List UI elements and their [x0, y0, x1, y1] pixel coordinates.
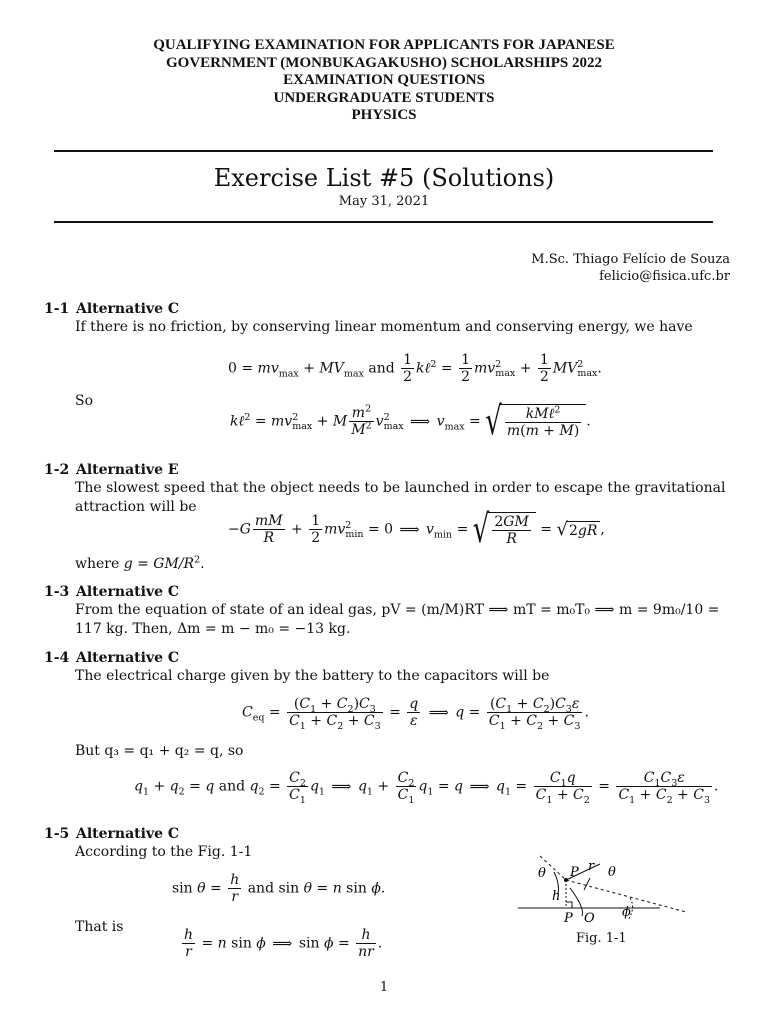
header-line-4: UNDERGRADUATE STUDENTS [273, 89, 495, 106]
section-number: 1-3 [44, 584, 70, 600]
section-heading [44, 461, 179, 479]
figure-caption: Fig. 1-1 [576, 931, 627, 946]
page-number: 1 [379, 980, 389, 995]
section-title: Alternative E [76, 462, 179, 478]
section-number: 1-2 [44, 462, 70, 478]
equation-sin-phi: $\frac{h}{r}$ = n sin ϕ ⟹ sin ϕ = $\frac{h}{nr}$ . [184, 927, 383, 960]
section-heading [44, 583, 179, 601]
author-email: felicio@fisica.ufc.br [599, 269, 730, 284]
section-heading [44, 649, 179, 667]
title-rule-top [54, 150, 713, 152]
that-is-text: That is [75, 919, 124, 935]
section-title: Alternative C [76, 301, 180, 317]
figure-arrow-line [584, 878, 590, 890]
header-line-3: EXAMINATION QUESTIONS [283, 72, 485, 88]
figure-right-angle-marker [566, 902, 572, 908]
figure-point-p [564, 878, 568, 882]
section-title: Alternative C [76, 650, 180, 666]
figure-label-theta-left: θ [538, 866, 546, 881]
equation-momentum-energy: $0 = mv_{max} + MV_{max}$ and $\frac{1}{2}$ kℓ$^2$ = $\frac{1}{2}$ $mv^2_{max}$ + $\frac{1}{2}$ $MV^2_{max}$. [228, 352, 602, 385]
where-prefix: where [75, 556, 124, 572]
equation-snell: sin θ = $\frac{h}{r}$ and sin θ = n sin ϕ. [172, 872, 386, 905]
section-number: 1-4 [44, 650, 70, 666]
figure-label-theta-right: θ [608, 865, 616, 880]
figure-label-o: O [584, 911, 595, 926]
header-line-2: GOVERNMENT (MONBUKAGAKUSHO) SCHOLARSHIPS 2022 [165, 54, 602, 71]
so-text: So [75, 393, 94, 409]
equation-equivalent-capacitance: $C_{eq}$ = $\frac{(C_1 + C_2)C_3}{C_1 + C_2 + C_3}$ = $\frac{q}{\varepsilon}$ ⟹ q = $\frac{(C_1 + C_2)C_3\varepsilon}{C_1 + C_2 + C_3}$ . [242, 696, 589, 732]
exam-header [0, 37, 768, 125]
section-number: 1-1 [44, 301, 70, 317]
section-text-line-2: 117 kg. Then, Δm = m − m₀ = −13 kg. [75, 621, 351, 637]
figure-refraction-diagram [510, 850, 700, 930]
figure-label-phi: ϕ [622, 905, 631, 920]
section-heading [44, 300, 179, 318]
section-text: If there is no friction, by conserving linear momentum and conserving energy, we have [75, 319, 693, 335]
equation-charges: $q_1 + q_2 = q$ and $q_2$ = $\frac{C_2}{C_1}$ $q_1$ ⟹ $q_1$ + $\frac{C_2}{C_1}$ $q_1 = q$ ⟹ $q_1$ = $\frac{C_1q}{C_1 + C_2}$ = $\frac{C_1C_3\varepsilon}{C_1 + C_2 + C_3}$ . [134, 770, 719, 806]
title-rule-bottom [54, 221, 713, 223]
where-expression: g = GM/R [123, 556, 195, 572]
section-text: The slowest speed that the object needs to be launched in order to escape the gravitational attraction will be [75, 480, 726, 515]
equation-vmax: kℓ$^2$ = $mv^2_{max} + M$ $\frac{m^2}{M^2}$ $v^2_{max}$ ⟹ $v_{max}$ = √ $\frac{kM\ell^2}{m(m + M)}$ . [230, 399, 591, 444]
section-text: According to the Fig. 1-1 [75, 844, 253, 860]
equation-escape-speed: −G $\frac{mM}{R}$ + $\frac{1}{2}$ $mv^2_{min} = 0$ ⟹ $v_{min}$ = √ $\frac{2GM}{R}$ = √2gR , [228, 507, 605, 552]
section-title: Alternative C [76, 584, 180, 600]
where-text: where $g = GM/R^2$. [75, 554, 205, 572]
section-text-line-1: From the equation of state of an ideal gas, pV = (m/M)RT ⟹ mT = m₀T₀ ⟹ m = 9m₀/10 = [75, 602, 720, 618]
document-date: May 31, 2021 [338, 194, 430, 209]
figure-label-h: h [552, 889, 561, 904]
section-title: Alternative C [76, 826, 180, 842]
document-title: Exercise List #5 (Solutions) [213, 164, 555, 192]
figure-label-r: r [588, 859, 595, 874]
figure-label-p-bottom: P [564, 911, 573, 926]
section-text: The electrical charge given by the battery to the capacitors will be [75, 668, 550, 684]
figure-label-p-top: P [570, 865, 579, 880]
section-number: 1-5 [44, 826, 70, 842]
header-line-1: QUALIFYING EXAMINATION FOR APPLICANTS FOR JAPANESE [153, 37, 615, 53]
author-name: M.Sc. Thiago Felício de Souza [531, 252, 730, 267]
author-block [531, 251, 730, 285]
but-text: But q₃ = q₁ + q₂ = q, so [75, 743, 244, 759]
header-line-5: PHYSICS [351, 107, 417, 123]
section-heading [44, 825, 179, 843]
